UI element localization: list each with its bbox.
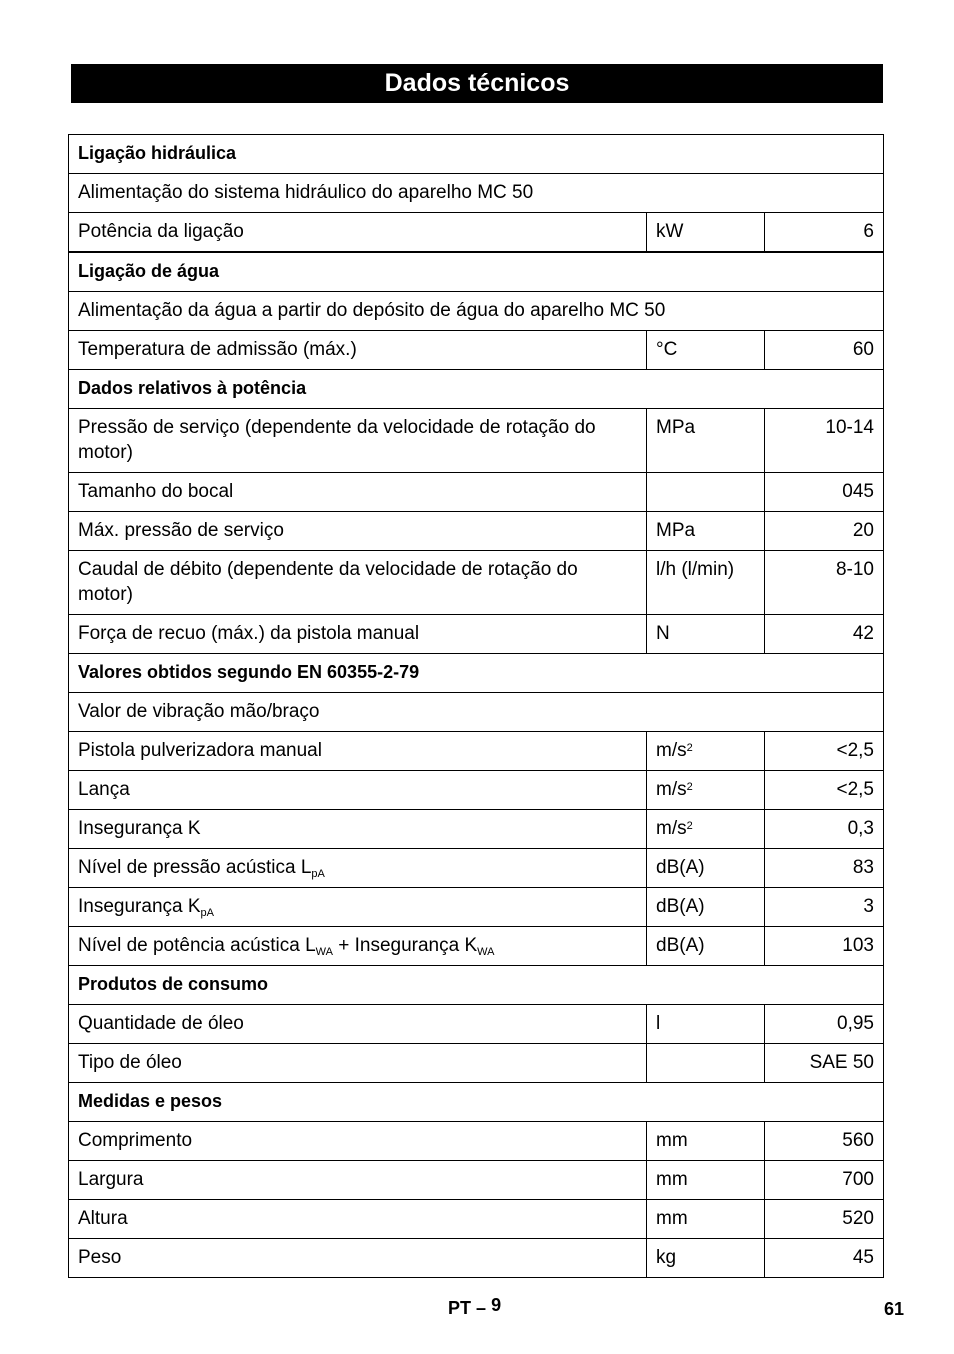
section-heading-row — [69, 966, 884, 1005]
table-row — [69, 1200, 884, 1239]
footer-section-page: 9 — [491, 1295, 502, 1315]
label-subscript: pA — [200, 907, 214, 919]
row-label — [69, 849, 647, 888]
row-value: 0,3 — [765, 810, 884, 849]
row-label: Temperatura de admissão (máx.) — [69, 331, 647, 370]
row-unit: dB(A) — [647, 888, 765, 927]
row-value: 045 — [765, 473, 884, 512]
section-heading: Produtos de consumo — [69, 966, 884, 1005]
table-row — [69, 409, 884, 473]
table-row — [69, 888, 884, 927]
row-unit: l — [647, 1005, 765, 1044]
table-row — [69, 732, 884, 771]
unit-base: m/s — [656, 740, 687, 761]
footer-dash: – — [476, 1298, 487, 1318]
table-row — [69, 473, 884, 512]
row-unit: dB(A) — [647, 849, 765, 888]
row-value: 520 — [765, 1200, 884, 1239]
page-title: Dados técnicos — [71, 64, 883, 103]
row-value: <2,5 — [765, 732, 884, 771]
row-unit — [647, 732, 765, 771]
unit-base: m/s — [656, 818, 687, 839]
section-heading: Medidas e pesos — [69, 1083, 884, 1122]
table-row — [69, 174, 884, 213]
row-label: Força de recuo (máx.) da pistola manual — [69, 615, 647, 654]
row-value: 83 — [765, 849, 884, 888]
row-unit: mm — [647, 1122, 765, 1161]
table-row — [69, 615, 884, 654]
row-label: Comprimento — [69, 1122, 647, 1161]
row-value: 45 — [765, 1239, 884, 1278]
row-value: 42 — [765, 615, 884, 654]
table-row — [69, 771, 884, 810]
unit-superscript: 2 — [686, 781, 693, 793]
section-heading: Ligação de água — [69, 252, 884, 292]
row-value: 60 — [765, 331, 884, 370]
section-heading-row — [69, 252, 884, 292]
row-label: Caudal de débito (dependente da velocidade de rotação do motor) — [69, 551, 647, 615]
footer-language-page — [448, 1295, 502, 1319]
table-row — [69, 331, 884, 370]
row-value: SAE 50 — [765, 1044, 884, 1083]
section-heading: Valores obtidos segundo EN 60355-2-79 — [69, 654, 884, 693]
section-heading-row — [69, 654, 884, 693]
label-middle: + Insegurança K — [332, 935, 478, 956]
row-label: Quantidade de óleo — [69, 1005, 647, 1044]
footer-language: PT — [448, 1298, 472, 1318]
table-row — [69, 1122, 884, 1161]
row-value: 3 — [765, 888, 884, 927]
label-base: Nível de potência acústica L — [78, 935, 316, 956]
table-row — [69, 1005, 884, 1044]
technical-data-table — [68, 134, 884, 1278]
table-row — [69, 849, 884, 888]
row-value: 700 — [765, 1161, 884, 1200]
page-number: 61 — [884, 1299, 905, 1319]
row-value: 10-14 — [765, 409, 884, 473]
row-label: Valor de vibração mão/braço — [69, 693, 884, 732]
table-row — [69, 213, 884, 253]
row-value: 103 — [765, 927, 884, 966]
row-unit: MPa — [647, 409, 765, 473]
table-row — [69, 1239, 884, 1278]
row-unit: N — [647, 615, 765, 654]
row-label: Pressão de serviço (dependente da velocidade de rotação do motor) — [69, 409, 647, 473]
row-unit — [647, 473, 765, 512]
row-label: Tipo de óleo — [69, 1044, 647, 1083]
row-unit: mm — [647, 1200, 765, 1239]
unit-superscript: 2 — [686, 820, 693, 832]
row-value: <2,5 — [765, 771, 884, 810]
table-row — [69, 927, 884, 966]
table-row — [69, 551, 884, 615]
row-value: 8-10 — [765, 551, 884, 615]
row-label — [69, 888, 647, 927]
row-unit: dB(A) — [647, 927, 765, 966]
section-heading: Ligação hidráulica — [69, 135, 884, 174]
row-unit: MPa — [647, 512, 765, 551]
row-value: 560 — [765, 1122, 884, 1161]
row-unit — [647, 771, 765, 810]
row-label: Potência da ligação — [69, 213, 647, 253]
table-row — [69, 1044, 884, 1083]
row-label: Tamanho do bocal — [69, 473, 647, 512]
row-unit — [647, 1044, 765, 1083]
label-base: Nível de pressão acústica L — [78, 857, 312, 878]
section-heading-row — [69, 1083, 884, 1122]
row-label: Máx. pressão de serviço — [69, 512, 647, 551]
table-row — [69, 512, 884, 551]
table-row — [69, 292, 884, 331]
row-unit: kg — [647, 1239, 765, 1278]
row-unit: kW — [647, 213, 765, 253]
unit-superscript: 2 — [686, 742, 693, 754]
table-row — [69, 693, 884, 732]
section-heading-row — [69, 135, 884, 174]
label-base: Insegurança K — [78, 896, 201, 917]
row-unit: l/h (l/min) — [647, 551, 765, 615]
row-value: 6 — [765, 213, 884, 253]
section-heading: Dados relativos à potência — [69, 370, 884, 409]
label-subscript: WA — [315, 946, 333, 958]
table-row — [69, 810, 884, 849]
row-label: Alimentação da água a partir do depósito de água do aparelho MC 50 — [69, 292, 884, 331]
row-label: Lança — [69, 771, 647, 810]
section-heading-row — [69, 370, 884, 409]
label-subscript: pA — [311, 868, 325, 880]
row-label: Peso — [69, 1239, 647, 1278]
unit-base: m/s — [656, 779, 687, 800]
row-label: Alimentação do sistema hidráulico do aparelho MC 50 — [69, 174, 884, 213]
row-value: 0,95 — [765, 1005, 884, 1044]
label-subscript: WA — [477, 946, 495, 958]
table-row — [69, 1161, 884, 1200]
row-label: Altura — [69, 1200, 647, 1239]
row-label: Pistola pulverizadora manual — [69, 732, 647, 771]
row-value: 20 — [765, 512, 884, 551]
row-unit: mm — [647, 1161, 765, 1200]
row-label — [69, 927, 647, 966]
row-label: Largura — [69, 1161, 647, 1200]
row-unit: °C — [647, 331, 765, 370]
row-label: Insegurança K — [69, 810, 647, 849]
row-unit — [647, 810, 765, 849]
